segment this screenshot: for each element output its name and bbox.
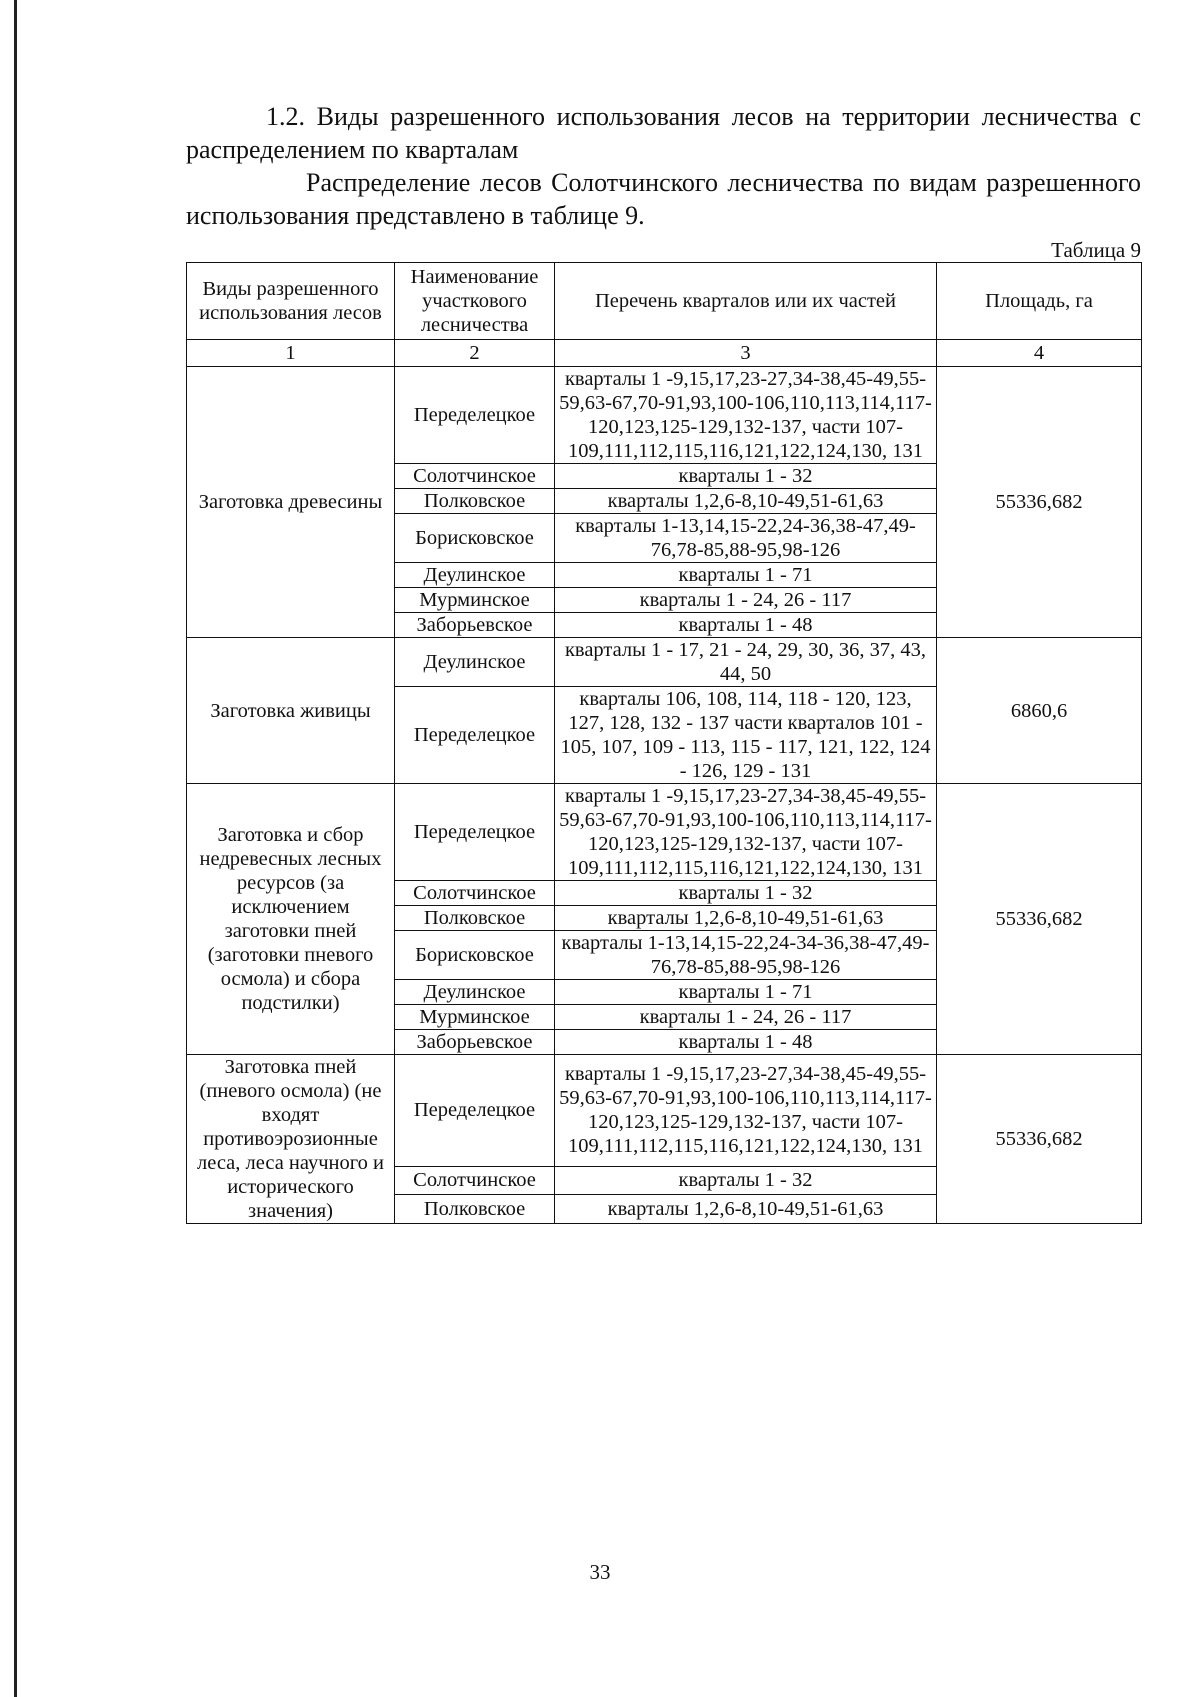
quarters-cell: кварталы 1 - 71 <box>555 563 937 588</box>
forestry-cell: Полковское <box>395 1195 555 1224</box>
use-type-cell: Заготовка древесины <box>187 367 395 638</box>
forestry-cell: Полковское <box>395 489 555 514</box>
quarters-cell: кварталы 1 - 71 <box>555 980 937 1005</box>
quarters-cell: кварталы 1,2,6-8,10-49,51-61,63 <box>555 489 937 514</box>
quarters-cell: кварталы 1 - 24, 26 - 117 <box>555 588 937 613</box>
forestry-cell: Полковское <box>395 906 555 931</box>
forestry-cell: Мурминское <box>395 588 555 613</box>
header-use: Виды разрешенного использования лесов <box>187 263 395 340</box>
column-number: 2 <box>395 340 555 367</box>
forest-use-table <box>186 262 1142 1224</box>
forestry-cell: Деулинское <box>395 563 555 588</box>
column-number-row <box>187 340 1142 367</box>
quarters-cell: кварталы 1 -9,15,17,23-27,34-38,45-49,55-59,63-67,70-91,93,100-106,110,113,114,117-120,123,125-129,132-137, части 107-109,111,112,115,116,121,122,124,130, 131 <box>555 784 937 881</box>
quarters-cell: кварталы 1 - 24, 26 - 117 <box>555 1005 937 1030</box>
forestry-cell: Деулинское <box>395 638 555 687</box>
quarters-cell: кварталы 1-13,14,15-22,24-34-36,38-47,49-76,78-85,88-95,98-126 <box>555 931 937 980</box>
page-number: 33 <box>589 1560 611 1584</box>
table-row <box>187 1055 1142 1167</box>
column-number: 3 <box>555 340 937 367</box>
section-heading <box>186 100 1141 166</box>
quarters-cell: кварталы 1 - 48 <box>555 1030 937 1055</box>
forestry-cell: Заборьевское <box>395 613 555 638</box>
forestry-cell: Борисковское <box>395 514 555 563</box>
forestry-cell: Заборьевское <box>395 1030 555 1055</box>
quarters-cell: кварталы 1-13,14,15-22,24-36,38-47,49-76,78-85,88-95,98-126 <box>555 514 937 563</box>
quarters-cell: кварталы 1 - 17, 21 - 24, 29, 30, 36, 37, 43, 44, 50 <box>555 638 937 687</box>
quarters-cell: кварталы 1 -9,15,17,23-27,34-38,45-49,55-59,63-67,70-91,93,100-106,110,113,114,117-120,123,125-129,132-137, части 107-109,111,112,115,116,121,122,124,130, 131 <box>555 367 937 464</box>
scan-edge-line <box>14 0 17 1697</box>
table-row <box>187 638 1142 687</box>
forestry-cell: Переделецкое <box>395 1055 555 1167</box>
forestry-cell: Солотчинское <box>395 1166 555 1195</box>
quarters-cell: кварталы 1 -9,15,17,23-27,34-38,45-49,55-59,63-67,70-91,93,100-106,110,113,114,117-120,123,125-129,132-137, части 107-109,111,112,115,116,121,122,124,130, 131 <box>555 1055 937 1167</box>
forestry-cell: Переделецкое <box>395 784 555 881</box>
intro-paragraph: Распределение лесов Солотчинского лесничества по видам разрешенного использования представлено в таблице 9. <box>186 168 1141 230</box>
table-row <box>187 784 1142 881</box>
forestry-cell: Деулинское <box>395 980 555 1005</box>
forestry-cell: Переделецкое <box>395 687 555 784</box>
quarters-cell: кварталы 1,2,6-8,10-49,51-61,63 <box>555 906 937 931</box>
section-number: 1.2. <box>266 102 305 131</box>
header-area: Площадь, га <box>937 263 1142 340</box>
area-cell: 55336,682 <box>937 1055 1142 1224</box>
table-caption: Таблица 9 <box>1051 238 1141 262</box>
area-cell: 55336,682 <box>937 367 1142 638</box>
forestry-cell: Мурминское <box>395 1005 555 1030</box>
forestry-cell: Борисковское <box>395 931 555 980</box>
document-page <box>186 100 1141 1224</box>
quarters-cell: кварталы 1 - 48 <box>555 613 937 638</box>
quarters-cell: кварталы 1 - 32 <box>555 464 937 489</box>
quarters-cell: кварталы 1,2,6-8,10-49,51-61,63 <box>555 1195 937 1224</box>
area-cell: 6860,6 <box>937 638 1142 784</box>
quarters-cell: кварталы 1 - 32 <box>555 1166 937 1195</box>
column-number: 4 <box>937 340 1142 367</box>
forestry-cell: Переделецкое <box>395 367 555 464</box>
header-quarters: Перечень кварталов или их частей <box>555 263 937 340</box>
section-title: Виды разрешенного использования лесов на территории лесничества с распределением по кварталам <box>186 102 1141 164</box>
table-row <box>187 367 1142 464</box>
use-type-cell: Заготовка живицы <box>187 638 395 784</box>
table-header-row <box>187 263 1142 340</box>
area-cell: 55336,682 <box>937 784 1142 1055</box>
forestry-cell: Солотчинское <box>395 464 555 489</box>
forestry-cell: Солотчинское <box>395 881 555 906</box>
quarters-cell: кварталы 1 - 32 <box>555 881 937 906</box>
use-type-cell: Заготовка пней (пневого осмола) (не входят противоэрозионные леса, леса научного и исторического значения) <box>187 1055 395 1224</box>
column-number: 1 <box>187 340 395 367</box>
quarters-cell: кварталы 106, 108, 114, 118 - 120, 123, 127, 128, 132 - 137 части кварталов 101 - 105, 107, 109 - 113, 115 - 117, 121, 122, 124 - 126, 129 - 131 <box>555 687 937 784</box>
header-forestry: Наименование участкового лесничества <box>395 263 555 340</box>
use-type-cell: Заготовка и сбор недревесных лесных ресурсов (за исключением заготовки пней (заготовки пневого осмола) и сбора подстилки) <box>187 784 395 1055</box>
